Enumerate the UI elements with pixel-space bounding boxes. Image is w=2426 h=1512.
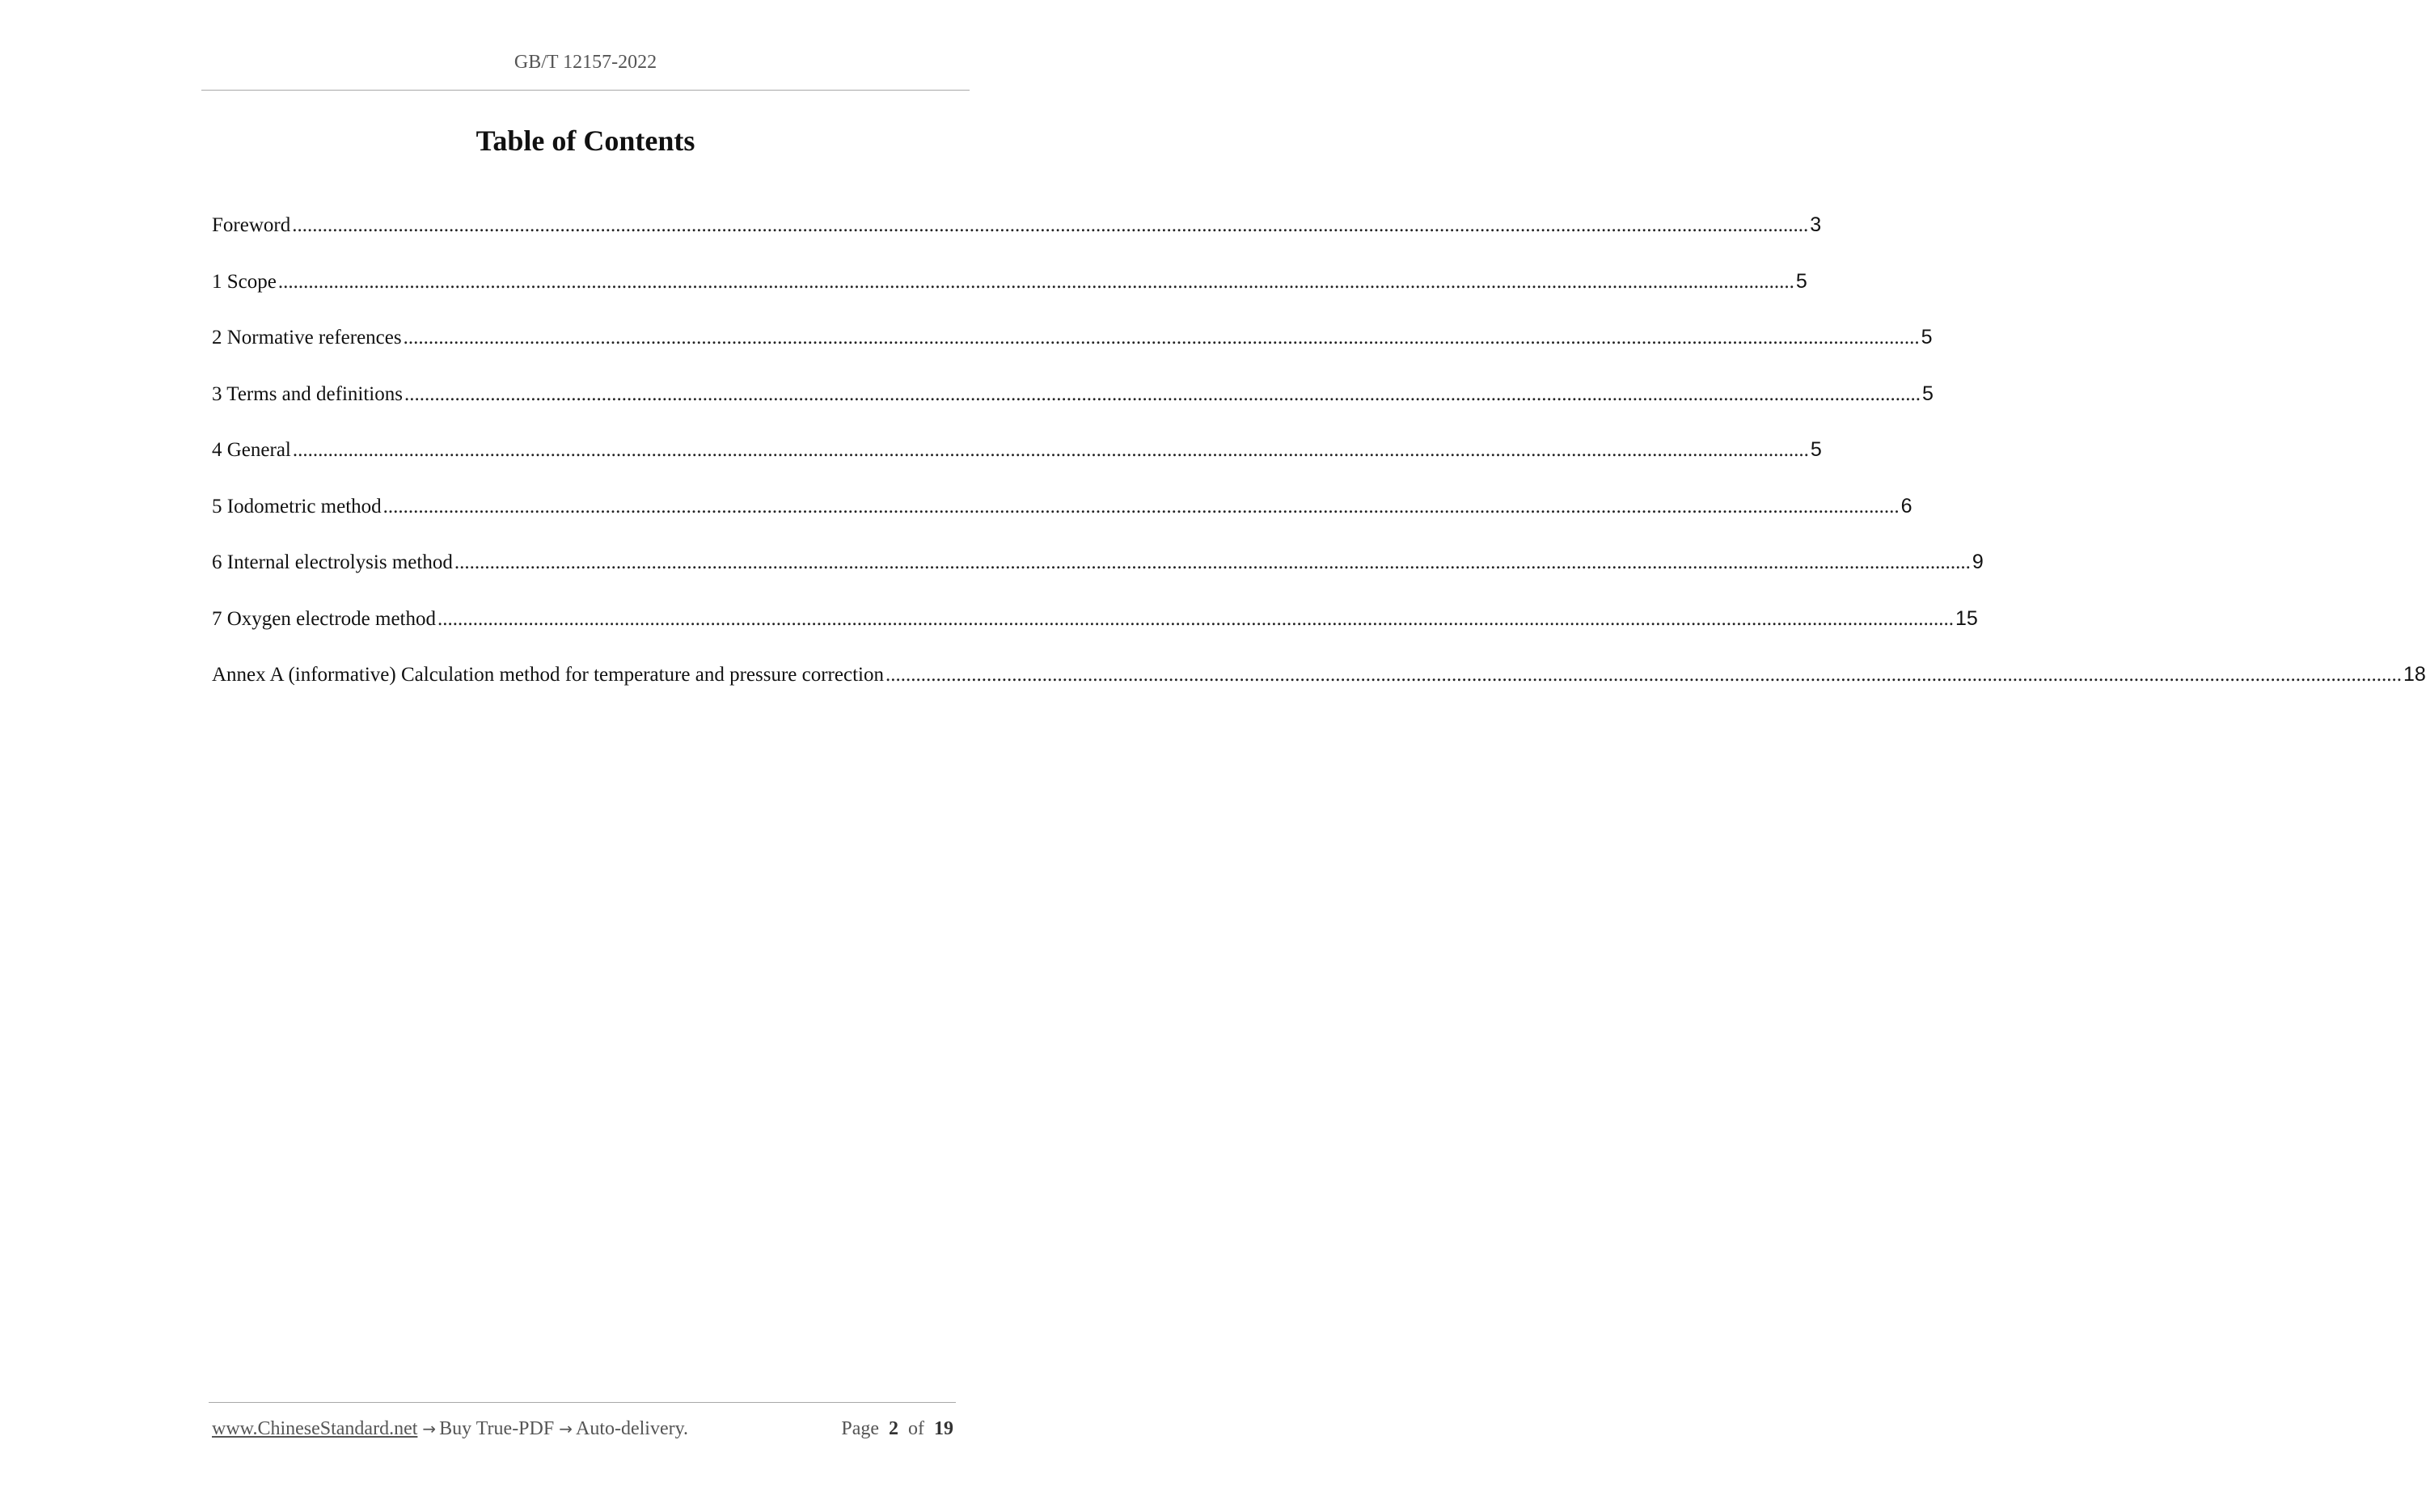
standard-code: GB/T 12157-2022: [514, 52, 657, 73]
toc-entry-page: 5: [1921, 326, 1933, 348]
toc-entry-label: 2 Normative references: [212, 327, 402, 348]
toc-entry-label: Foreword: [212, 214, 291, 236]
toc-entry-label: 4 General: [212, 439, 291, 461]
toc-entry-label: 7 Oxygen electrode method: [212, 607, 436, 630]
delivery-text: Auto-delivery.: [575, 1418, 689, 1439]
toc-list: [212, 213, 2426, 720]
toc-dot-leader: ............................................................................................................................................................................................................................................................................................................: [454, 551, 1971, 573]
buy-text: Buy True-PDF: [439, 1418, 555, 1439]
toc-entry-page: 9: [1972, 551, 1984, 573]
page-indicator: [841, 1418, 953, 1440]
toc-entry-internal-electrolysis-method[interactable]: [212, 551, 1984, 607]
toc-dot-leader: ............................................................................................................................................................................................................................................................................................................: [437, 607, 1954, 630]
footer-promo: [212, 1418, 688, 1440]
toc-entry-label: 1 Scope: [212, 270, 277, 293]
current-page-number: 2: [889, 1418, 898, 1439]
toc-entry-page: 18: [2403, 663, 2426, 686]
toc-dot-leader: ............................................................................................................................................................................................................................................................................................................: [292, 214, 1809, 236]
page-word: Page: [841, 1418, 879, 1439]
toc-entry-general[interactable]: [212, 438, 1822, 495]
toc-entry-page: 5: [1921, 382, 1934, 405]
toc-entry-page: 15: [1955, 606, 1978, 630]
toc-entry-label: 6 Internal electrolysis method: [212, 551, 453, 573]
toc-entry-label: 3 Terms and definitions: [212, 382, 403, 405]
header-divider: [201, 90, 970, 91]
toc-entry-foreword[interactable]: [212, 213, 1822, 270]
toc-entry-iodometric-method[interactable]: [212, 494, 1912, 551]
website-link[interactable]: www.ChineseStandard.net: [212, 1418, 418, 1439]
toc-dot-leader: ............................................................................................................................................................................................................................................................................................................: [403, 327, 1920, 348]
toc-entry-page: 5: [1795, 269, 1807, 293]
of-word: of: [908, 1418, 924, 1439]
toc-entry-normative-references[interactable]: [212, 326, 1933, 382]
toc-dot-leader: ............................................................................................................................................................................................................................................................................................................: [277, 270, 1794, 293]
toc-dot-leader: ............................................................................................................................................................................................................................................................................................................: [885, 664, 2402, 686]
toc-entry-annex-a[interactable]: [212, 663, 2426, 720]
toc-entry-page: 3: [1810, 213, 1822, 236]
arrow-right-icon: →: [559, 1419, 573, 1438]
document-header: [201, 52, 970, 74]
toc-entry-page: 6: [1900, 494, 1912, 517]
footer-divider: [209, 1402, 956, 1403]
toc-entry-label: Annex A (informative) Calculation method for temperature and pressure correction: [212, 664, 884, 686]
toc-entry-scope[interactable]: [212, 269, 1807, 327]
toc-dot-leader: ............................................................................................................................................................................................................................................................................................................: [404, 382, 1921, 405]
arrow-right-icon: →: [422, 1419, 437, 1438]
toc-entry-label: 5 Iodometric method: [212, 495, 382, 517]
toc-entry-page: 5: [1810, 438, 1822, 461]
total-pages-number: 19: [934, 1418, 953, 1439]
toc-dot-leader: ............................................................................................................................................................................................................................................................................................................: [292, 439, 1809, 461]
toc-entry-oxygen-electrode-method[interactable]: [212, 606, 1978, 664]
page-title: Table of Contents: [475, 125, 695, 157]
toc-entry-terms-and-definitions[interactable]: [212, 382, 1934, 439]
toc-dot-leader: ............................................................................................................................................................................................................................................................................................................: [382, 495, 1900, 517]
